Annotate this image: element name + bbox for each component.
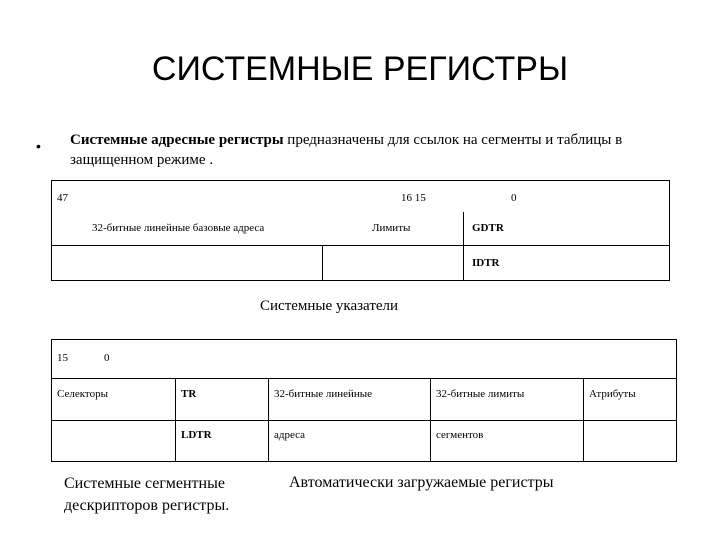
table2-col-divider-4: [583, 378, 584, 462]
bit-47-label: 47: [57, 192, 68, 204]
bit-15-label: 15: [57, 352, 68, 364]
page-title: СИСТЕМНЫЕ РЕГИСТРЫ: [151, 50, 569, 88]
idtr-label: IDTR: [472, 257, 500, 269]
selectors-label: Селекторы: [57, 388, 108, 400]
table1-col-divider-1: [322, 245, 323, 281]
bit-0-label-2: 0: [104, 352, 110, 364]
intro-paragraph: [70, 130, 690, 170]
base-address-label: 32-битные линейные базовые адреса: [92, 222, 265, 234]
system-pointers-caption: Системные указатели: [260, 298, 399, 314]
tr-label: TR: [181, 388, 197, 400]
intro-bold: Системные адресные регистры: [70, 132, 284, 148]
linear-address-label-2: адреса: [274, 429, 306, 441]
table2-col-divider-2: [268, 378, 269, 462]
ldtr-label: LDTR: [181, 429, 212, 441]
caption-descriptor-registers: Системные сегментные дескрипторов регистры.: [64, 475, 230, 514]
table1-row-divider: [51, 245, 670, 246]
bullet-marker: •: [36, 138, 41, 154]
table1-col-divider-2: [463, 212, 464, 281]
table2-col-divider-1: [175, 378, 176, 462]
bit-0-label: 0: [511, 192, 517, 204]
bit-16-15-label: 16 15: [401, 192, 426, 204]
intro-rest: предназначены для ссылок на сегменты и таблицы в защищенном режиме .: [70, 132, 623, 168]
table2-col-divider-3: [430, 378, 431, 462]
gdtr-label: GDTR: [472, 222, 504, 234]
segment-limits-label-2: сегментов: [436, 429, 484, 441]
caption-auto-loaded-registers: Автоматически загружаемые регистры: [289, 474, 554, 491]
segment-limits-label-1: 32-битные лимиты: [436, 388, 525, 400]
limits-label: Лимиты: [372, 222, 411, 234]
attributes-label: Атрибуты: [589, 388, 636, 400]
linear-address-label-1: 32-битные линейные: [274, 388, 373, 400]
